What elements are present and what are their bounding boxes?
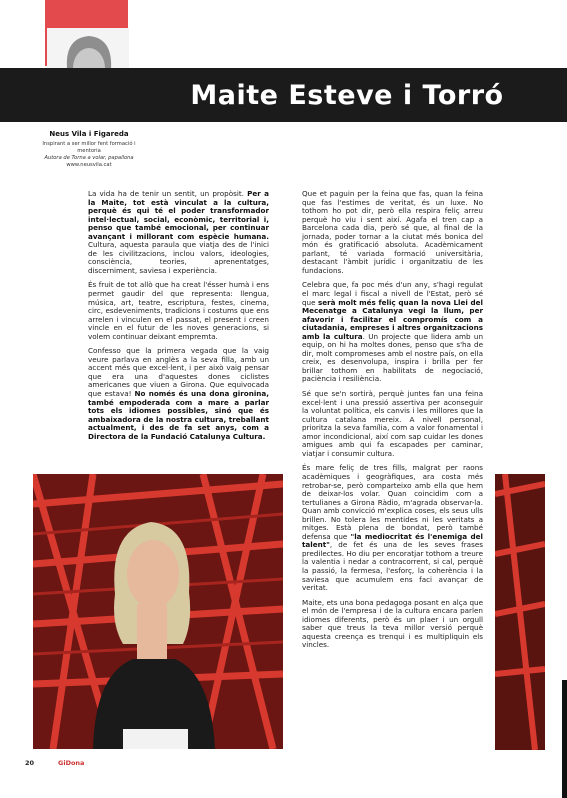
highlight-text: serà molt més feliç quan la nova Llei del Mecenatge a Catalunya vegi la llum, per afavorir i facilitar el compromís com a ciutadania, empreses i altres organitzacions amb la cultura [302, 297, 483, 341]
text: , de fet és una de les seves frases predilectes. Ho diu per encoratjar tothom a treure la valentia i nedar a contracorrent, si cal, perquè la passió, la fermesa, l'esforç, la coherència i la saviesa que acumulem ens faci avançar de veritat. [302, 540, 483, 593]
photo-bridge-strip [495, 474, 545, 750]
page-number: 20 [25, 759, 35, 767]
text: Confesso que la primera vegada que la vaig veure parlava en anglès a la seva filla, amb un accent més que excel·lent, i per això vaig pensar que era una d'aquestes dones ciclistes americanes que viuen a Girona. Que equivocada que estava! [88, 346, 269, 399]
author-name: Neus Vila i Figareda [49, 130, 129, 138]
paragraph [88, 190, 269, 275]
article-column-right [302, 190, 483, 656]
edge-decoration [562, 680, 567, 798]
text: . Un projecte que lidera amb un equip, on hi ha moltes dones, penso que s'ha de dir, molt compromeses amb el nostre país, on ella creix, es desenvolupa, inspira i brilla per fer brillar tothom en habilitats de negociació, paciència i resiliència. [302, 331, 484, 384]
author-byline [34, 130, 144, 169]
text: Celebra que, fa poc més d'un any, s'hagi regulat el marc legal i fiscal a nivell de l'Estat, però sé que [302, 280, 483, 307]
article-column-left [88, 190, 269, 447]
author-line: mentoria [77, 148, 101, 154]
paragraph: És fruit de tot allò que ha creat l'ésser humà i ens permet gaudir del que representa: llengua, música, art, teatre, escriptura, festes, cinema, circ, esdeveniments, tradicions i costums que ens arrelen i vinculen en el passat, el present i creen vincle en el futur de les noves generacions, si volem continuar deixant empremta. [88, 280, 269, 341]
text: És mare feliç de tres fills, malgrat per raons acadèmiques i geogràfiques, ara costa més retrobar-se, però comparteixo amb ella que hem de deixar-los volar. Quan coincidim com a tertulianes a Girona Ràdio, m'agrada observar-la. Quan amb convicció m'explica coses, els seus ulls brillen. No tolera les mentides ni les veritats a mitges. Està plena de bondat, però també defensa que [302, 463, 483, 541]
paragraph [302, 464, 483, 592]
paragraph: Maite, ets una bona pedagoga posant en alça que el món de l'empresa i de la cultura encara parlen idiomes diferents, però és un plaer i un orgull saber que treus la teva millor versió perquè aquesta creença es trenqui i es multipliquin els vincles. [302, 597, 483, 650]
paragraph: Que et paguin per la feina que fas, quan la feina que fas l'estimes de veritat, és un luxe. No tothom ho pot dir, però ella respira feliç arreu perquè ho viu i sent així. Agafa el tren cap a Barcelona cada dia, però sé que, al final de la jornada, poder tornar a la ciutat més bonica del món és gratificació absoluta. Acadèmicament parlant, té variada formació universitària, destacant l'àmbit jurídic i organitzatiu de les fundacions. [302, 189, 483, 275]
text: La vida ha de tenir un sentit, un propòsit. [88, 189, 248, 198]
text: Cultura, aquesta paraula que viatja des de l'inici de les civilitzacions, inclou valors, ideologies, consciència, teories, aprenentatges, discerniment, saviesa i experiència. [88, 240, 269, 275]
highlight-text: No només és una dona gironina, també empoderada com a mare a parlar tots els idiomes possibles, sinó que és ambaixadora de la nostra cultura, treballant actualment, i des de fa set anys, com a Directora de la Fundació Catalunya Cultura. [88, 389, 269, 441]
highlight-text: Per a la Maite, tot està vinculat a la cultura, perquè és qui té el poder transformador intel·lectual, social, econòmic, territorial i, penso que també emocional, per continuar avançant i millorant com espècie humana. [88, 189, 269, 241]
maite-photo [33, 474, 283, 749]
paragraph: Sé que se'n sortirà, perquè juntes fan una feina excel·lent i una pressió assertiva per aconseguir la voluntat política, els canvis i les millores que la cultura catalana mereix. A nivell personal, prioritza la seva família, com a valor fonamental i amor incondicional, així com sap cuidar les dones amigues amb qui fa escapades per caminar, viatjar i consumir cultura. [302, 389, 483, 458]
page-title: Maite Esteve i Torró [190, 80, 504, 111]
author-line: Autora de Torna a volar, papallona [44, 155, 134, 161]
quote-text: "la mediocritat és l'enemiga del talent" [302, 531, 483, 550]
author-website: www.neusvila.cat [66, 162, 112, 168]
paragraph [302, 281, 483, 384]
magazine-name: GiDona [58, 759, 85, 767]
author-line: Inspirant a ser millor fent formació i [42, 141, 136, 147]
paragraph [88, 347, 269, 441]
